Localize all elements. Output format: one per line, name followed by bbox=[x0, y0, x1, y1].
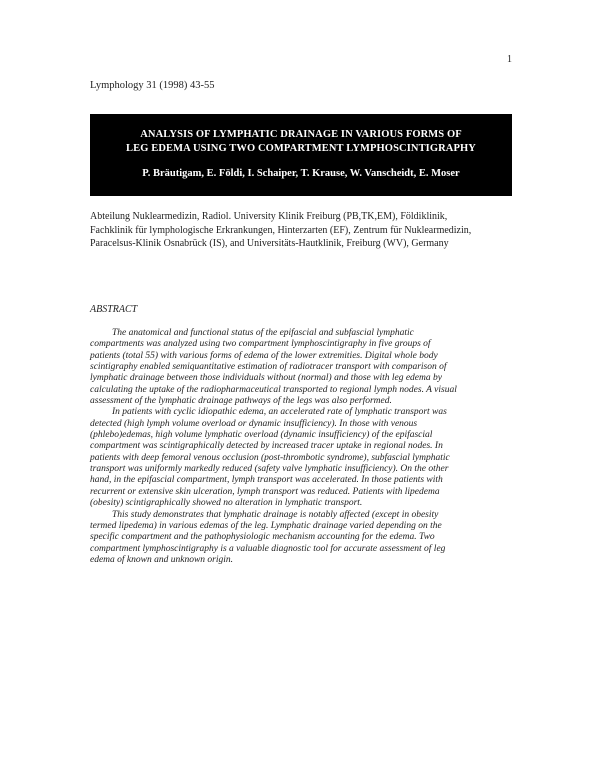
abstract-line: scintigraphy enabled semiquantitative estimation of radiotracer transport with comparison of bbox=[90, 362, 447, 373]
abstract-line: calculating the uptake of the radiopharmaceutical transported to regional lymph nodes. A visual bbox=[90, 384, 457, 395]
journal-reference: Lymphology 31 (1998) 43-55 bbox=[90, 80, 215, 91]
abstract-line: In patients with cyclic idiopathic edema, an accelerated rate of lymphatic transport was bbox=[112, 407, 447, 418]
abstract-line: compartment was scintigraphically detected by increased tracer uptake in regional nodes. In bbox=[90, 441, 443, 452]
abstract-line: (obesity) scintigraphically showed no alteration in lymphatic transport. bbox=[90, 498, 363, 509]
page-number: 1 bbox=[507, 54, 512, 65]
abstract-line: hand, in the epifascial compartment, lymph transport was accelerated. In those patients with bbox=[90, 475, 443, 486]
title-line: LEG EDEMA USING TWO COMPARTMENT LYMPHOSCINTIGRAPHY bbox=[126, 143, 476, 154]
abstract-line: edema of known and unknown origin. bbox=[90, 554, 234, 565]
title-banner bbox=[90, 114, 512, 196]
title-line: ANALYSIS OF LYMPHATIC DRAINAGE IN VARIOUS FORMS OF bbox=[140, 129, 462, 140]
abstract-line: recurrent or extensive skin ulceration, lymph transport was reduced. Patients with lipedema bbox=[90, 486, 440, 497]
abstract-line: detected (high lymph volume overload or dynamic insufficiency). In those with venous bbox=[90, 418, 418, 429]
abstract-body bbox=[90, 328, 530, 566]
affiliation-line: Abteilung Nuklearmedizin, Radiol. University Klinik Freiburg (PB,TK,EM), Földiklinik, bbox=[90, 211, 448, 222]
affiliation-line: Fachklinik für lymphologische Erkrankungen, Hinterzarten (EF), Zentrum für Nuklearmedizin, bbox=[90, 224, 472, 236]
abstract-line: The anatomical and functional status of the epifascial and subfascial lymphatic bbox=[112, 328, 414, 338]
abstract-line: lymphatic drainage between those individuals without (normal) and those with leg edema by bbox=[90, 373, 442, 384]
abstract-line: (phlebo)edemas, high volume lymphatic overload (dynamic insufficiency) of the epifascial bbox=[90, 430, 433, 441]
affiliation-line: Paracelsus-Klinik Osnabrück (IS), and Universitäts-Hautklinik, Freiburg (WV), Germany bbox=[90, 238, 449, 250]
affiliations bbox=[90, 210, 520, 251]
abstract-line: specific compartment and the pathophysiologic mechanism accounting for the edema. Two bbox=[90, 532, 435, 543]
abstract-heading: ABSTRACT bbox=[90, 304, 138, 315]
abstract-line: This study demonstrates that lymphatic drainage is notably affected (except in obesity bbox=[112, 509, 439, 520]
abstract-line: transport was uniformly markedly reduced (safety valve lymphatic insufficiency). On the other bbox=[90, 464, 449, 475]
abstract-line: termed lipedema) in various edemas of the leg. Lymphatic drainage varied depending on the bbox=[90, 520, 442, 531]
abstract-line: compartments was analyzed using two compartment lymphoscintigraphy in five groups of bbox=[90, 339, 431, 350]
abstract-line: assessment of the lymphatic drainage pathways of the legs was also performed. bbox=[90, 396, 392, 407]
abstract-line: patients (total 55) with various forms of edema of the lower extremities. Digital whole body bbox=[90, 350, 438, 361]
abstract-line: compartment lymphoscintigraphy is a valuable diagnostic tool for accurate assessment of leg bbox=[90, 543, 446, 554]
abstract-line: patients with deep femoral venous occlusion (post-thrombotic syndrome), subfascial lymphatic bbox=[90, 452, 450, 463]
author-list: P. Bräutigam, E. Földi, I. Schaiper, T. Krause, W. Vanscheidt, E. Moser bbox=[142, 168, 460, 179]
